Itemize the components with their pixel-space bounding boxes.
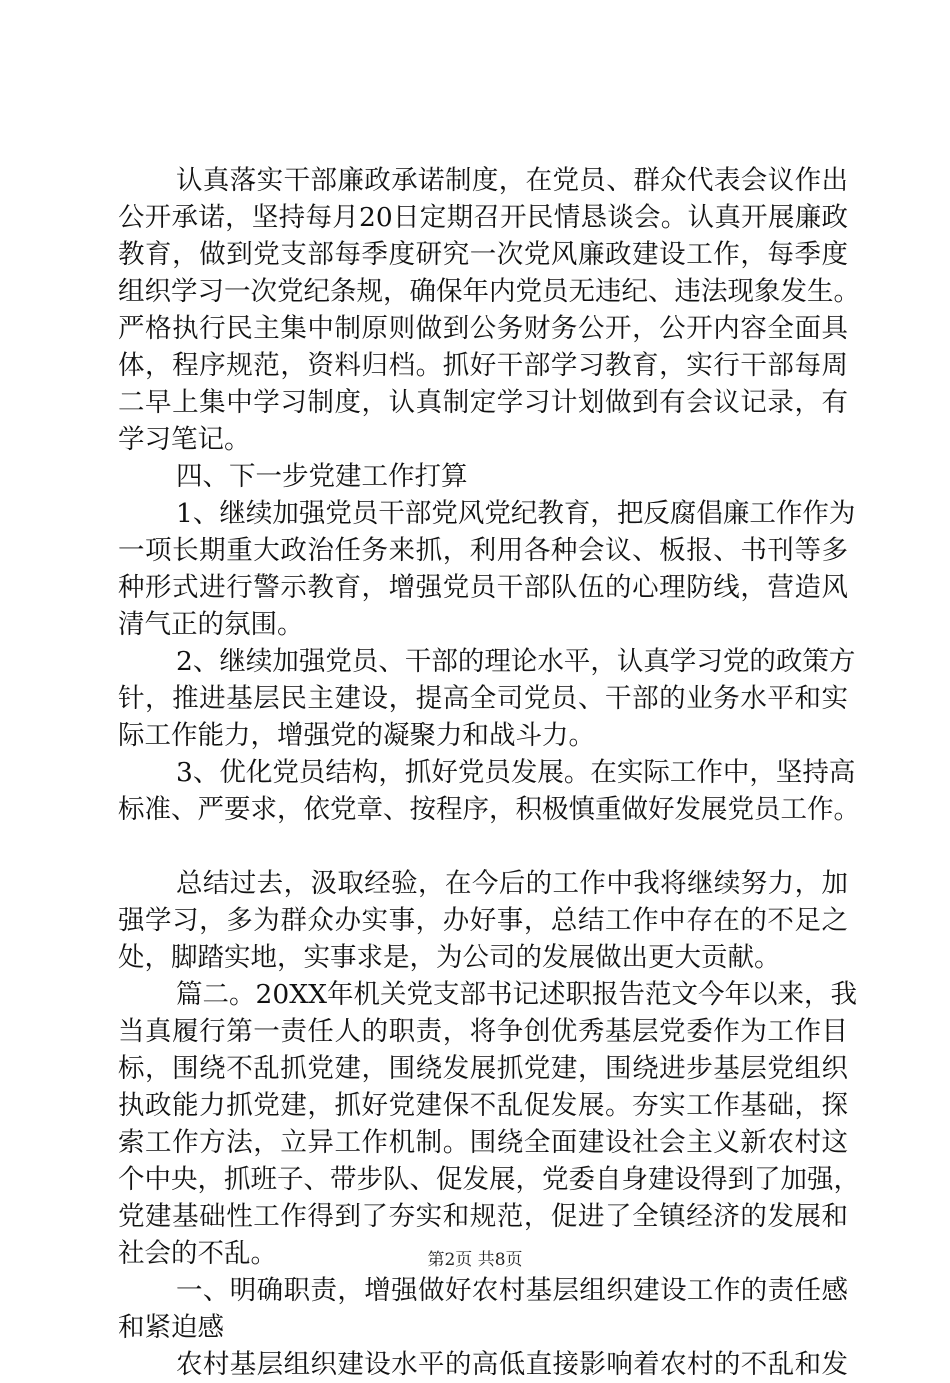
section-heading: 一、明确职责，增强做好农村基层组织建设工作的责任感 [176,1275,848,1306]
paragraph-line: 标，围绕不乱抓党建，围绕发展抓党建，围绕进步基层党组织 [118,1053,848,1084]
paragraph-line: 标准、严要求，依党章、按程序，积极慎重做好发展党员工作。 [118,794,860,825]
paragraph-line: 严格执行民主集中制原则做到公务财务公开，公开内容全面具 [118,313,848,344]
paragraph-line: 公开承诺，坚持每月20日定期召开民情恳谈会。认真开展廉政 [118,202,848,233]
paragraph-line: 党建基础性工作得到了夯实和规范，促进了全镇经济的发展和 [118,1201,848,1232]
paragraph-line: 2、继续加强党员、干部的理论水平，认真学习党的政策方 [176,646,856,677]
paragraph-line: 当真履行第一责任人的职责，将争创优秀基层党委作为工作目 [118,1016,848,1047]
blank-line [118,828,848,865]
paragraph-line: 农村基层组织建设水平的高低直接影响着农村的不乱和发 [176,1349,848,1380]
paragraph-line: 二早上集中学习制度，认真制定学习计划做到有会议记录，有 [118,387,848,418]
page-number: 第2页 共8页 [427,1250,523,1270]
paragraph-line: 认真落实干部廉政承诺制度，在党员、群众代表会议作出 [176,165,848,196]
paragraph-line: 3、优化党员结构，抓好党员发展。在实际工作中，坚持高 [176,757,856,788]
paragraph-line: 处，脚踏实地，实事求是，为公司的发展做出更大贡献。 [118,942,781,973]
section-heading: 四、下一步党建工作打算 [176,461,468,492]
paragraph-line: 篇二。20XX年机关党支部书记述职报告范文今年以来，我 [176,979,857,1010]
paragraph-line: 1、继续加强党员干部党风党纪教育，把反腐倡廉工作作为 [176,498,856,529]
paragraph-line: 执政能力抓党建，抓好党建保不乱促发展。夯实工作基础，探 [118,1090,848,1121]
paragraph-line: 种形式进行警示教育，增强党员干部队伍的心理防线，营造风 [118,572,848,603]
paragraph-line: 际工作能力，增强党的凝聚力和战斗力。 [118,720,595,751]
paragraph-line: 社会的不乱。 [118,1238,277,1269]
paragraph-line: 总结过去，汲取经验，在今后的工作中我将继续努力，加 [176,868,848,899]
paragraph-line: 强学习，多为群众办实事，办好事，总结工作中存在的不足之 [118,905,848,936]
paragraph-line: 索工作方法，立异工作机制。围绕全面建设社会主义新农村这 [118,1127,848,1158]
section-heading: 和紧迫感 [118,1312,224,1343]
paragraph-line: 个中央，抓班子、带步队、促发展，党委自身建设得到了加强， [118,1164,860,1195]
paragraph-line: 教育，做到党支部每季度研究一次党风廉政建设工作，每季度 [118,239,848,270]
paragraph-line: 一项长期重大政治任务来抓，利用各种会议、板报、书刊等多 [118,535,848,566]
paragraph-line: 针，推进基层民主建设，提高全司党员、干部的业务水平和实 [118,683,848,714]
paragraph-line: 体，程序规范，资料归档。抓好干部学习教育，实行干部每周 [118,350,848,381]
document-body [118,162,860,1383]
paragraph-line: 清气正的氛围。 [118,609,304,640]
paragraph-line: 学习笔记。 [118,424,251,455]
paragraph-line: 组织学习一次党纪条规，确保年内党员无违纪、违法现象发生。 [118,276,860,307]
